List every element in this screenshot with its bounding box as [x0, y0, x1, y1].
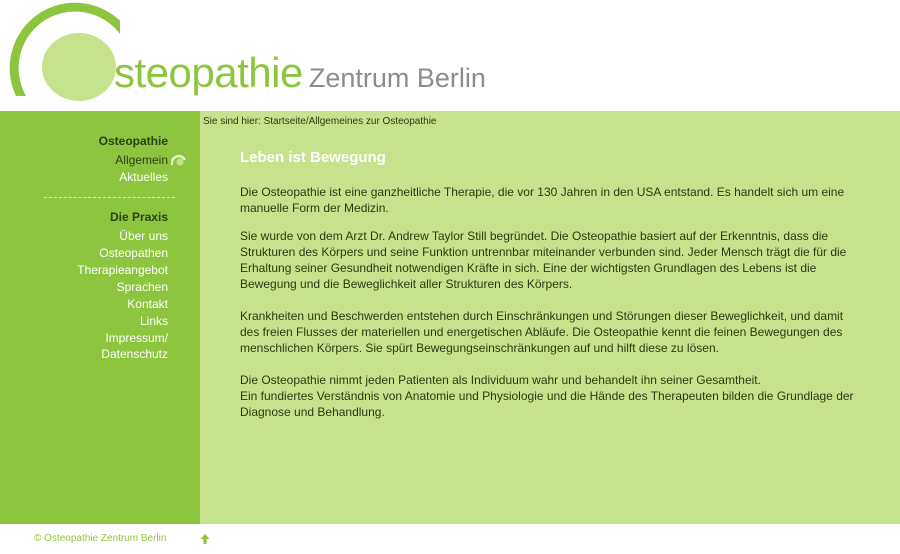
nav-section-osteopathie: Osteopathie [98, 134, 168, 148]
paragraph-foundation: Ein fundiertes Verständnis von Anatomie und Physiologie und die Hände des Therapeuten bilden die Grundlage der Diagnose und Behandlung. [240, 389, 854, 419]
nav-item-kontakt[interactable]: Kontakt [127, 297, 168, 311]
breadcrumb [203, 116, 436, 127]
page-title: Leben ist Bewegung [240, 149, 386, 166]
leaf-arc-icon [171, 154, 186, 166]
paragraph-mobility: Krankheiten und Beschwerden entstehen durch Einschränkungen und Störungen dieser Beweglichkeit, und damit des freien Flusses der materiellen und energetischen Abläufe. Die Osteopathie kennt die feinen Bewegungen des menschlichen Körpers. Sie spürt Bewegungseinschränkungen auf und hilft diese zu lösen. [240, 309, 844, 355]
logo-icon[interactable] [0, 0, 120, 105]
nav-item-allgemein[interactable]: Allgemein [115, 153, 168, 167]
sidebar [0, 111, 200, 524]
header [0, 0, 900, 111]
footer [0, 524, 900, 554]
breadcrumb-home-link[interactable]: Startseite [263, 116, 306, 127]
breadcrumb-current: Allgemeines zur Osteopathie [308, 116, 437, 127]
main-content [200, 111, 900, 524]
nav-item-links[interactable]: Links [139, 314, 168, 328]
paragraph-patient: Die Osteopathie nimmt jeden Patienten als Individuum wahr und behandelt ihn seiner Gesamtheit. [240, 373, 761, 387]
arrow-up-icon[interactable] [198, 532, 212, 546]
brand-first: steopathie [114, 49, 303, 96]
brand-wordmark [114, 49, 486, 96]
brand-second: Zentrum Berlin [308, 63, 486, 93]
paragraph-history: Sie wurde von dem Arzt Dr. Andrew Taylor Still begründet. Die Osteopathie basiert auf der Erkenntnis, dass die Strukturen des Körpers und seine Funktion untrennbar miteinander verbunden sind. Jeder Mensch trägt die für die Erhaltung seiner Gesundheit notwendigen Kräfte in sich. Eine der wichtigsten Grundlagen des Lebens ist die Bewegung und die Beweglichkeit aller Strukturen des Körpers. [240, 229, 847, 291]
paragraph-intro: Die Osteopathie ist eine ganzheitliche Therapie, die vor 130 Jahren in den USA entstand. Es handelt sich um eine manuelle Form der Medizin. [240, 185, 845, 215]
nav-item-aktuelles[interactable]: Aktuelles [119, 170, 168, 184]
copyright-text: © Osteopathie Zentrum Berlin [34, 533, 167, 544]
breadcrumb-prefix: Sie sind hier: [203, 116, 264, 127]
nav-item-osteopathen[interactable]: Osteopathen [99, 246, 168, 260]
breadcrumb-separator: / [305, 116, 309, 127]
nav-item-impressum[interactable]: Impressum/ [105, 331, 168, 345]
nav-item-therapieangebot[interactable]: Therapieangebot [77, 263, 168, 277]
nav-divider [44, 197, 175, 198]
nav-item-sprachen[interactable]: Sprachen [116, 280, 168, 294]
nav-section-die-praxis: Die Praxis [109, 210, 168, 224]
nav-item-datenschutz[interactable]: Datenschutz [101, 347, 168, 361]
nav-item-ueber-uns[interactable]: Über uns [119, 229, 168, 243]
